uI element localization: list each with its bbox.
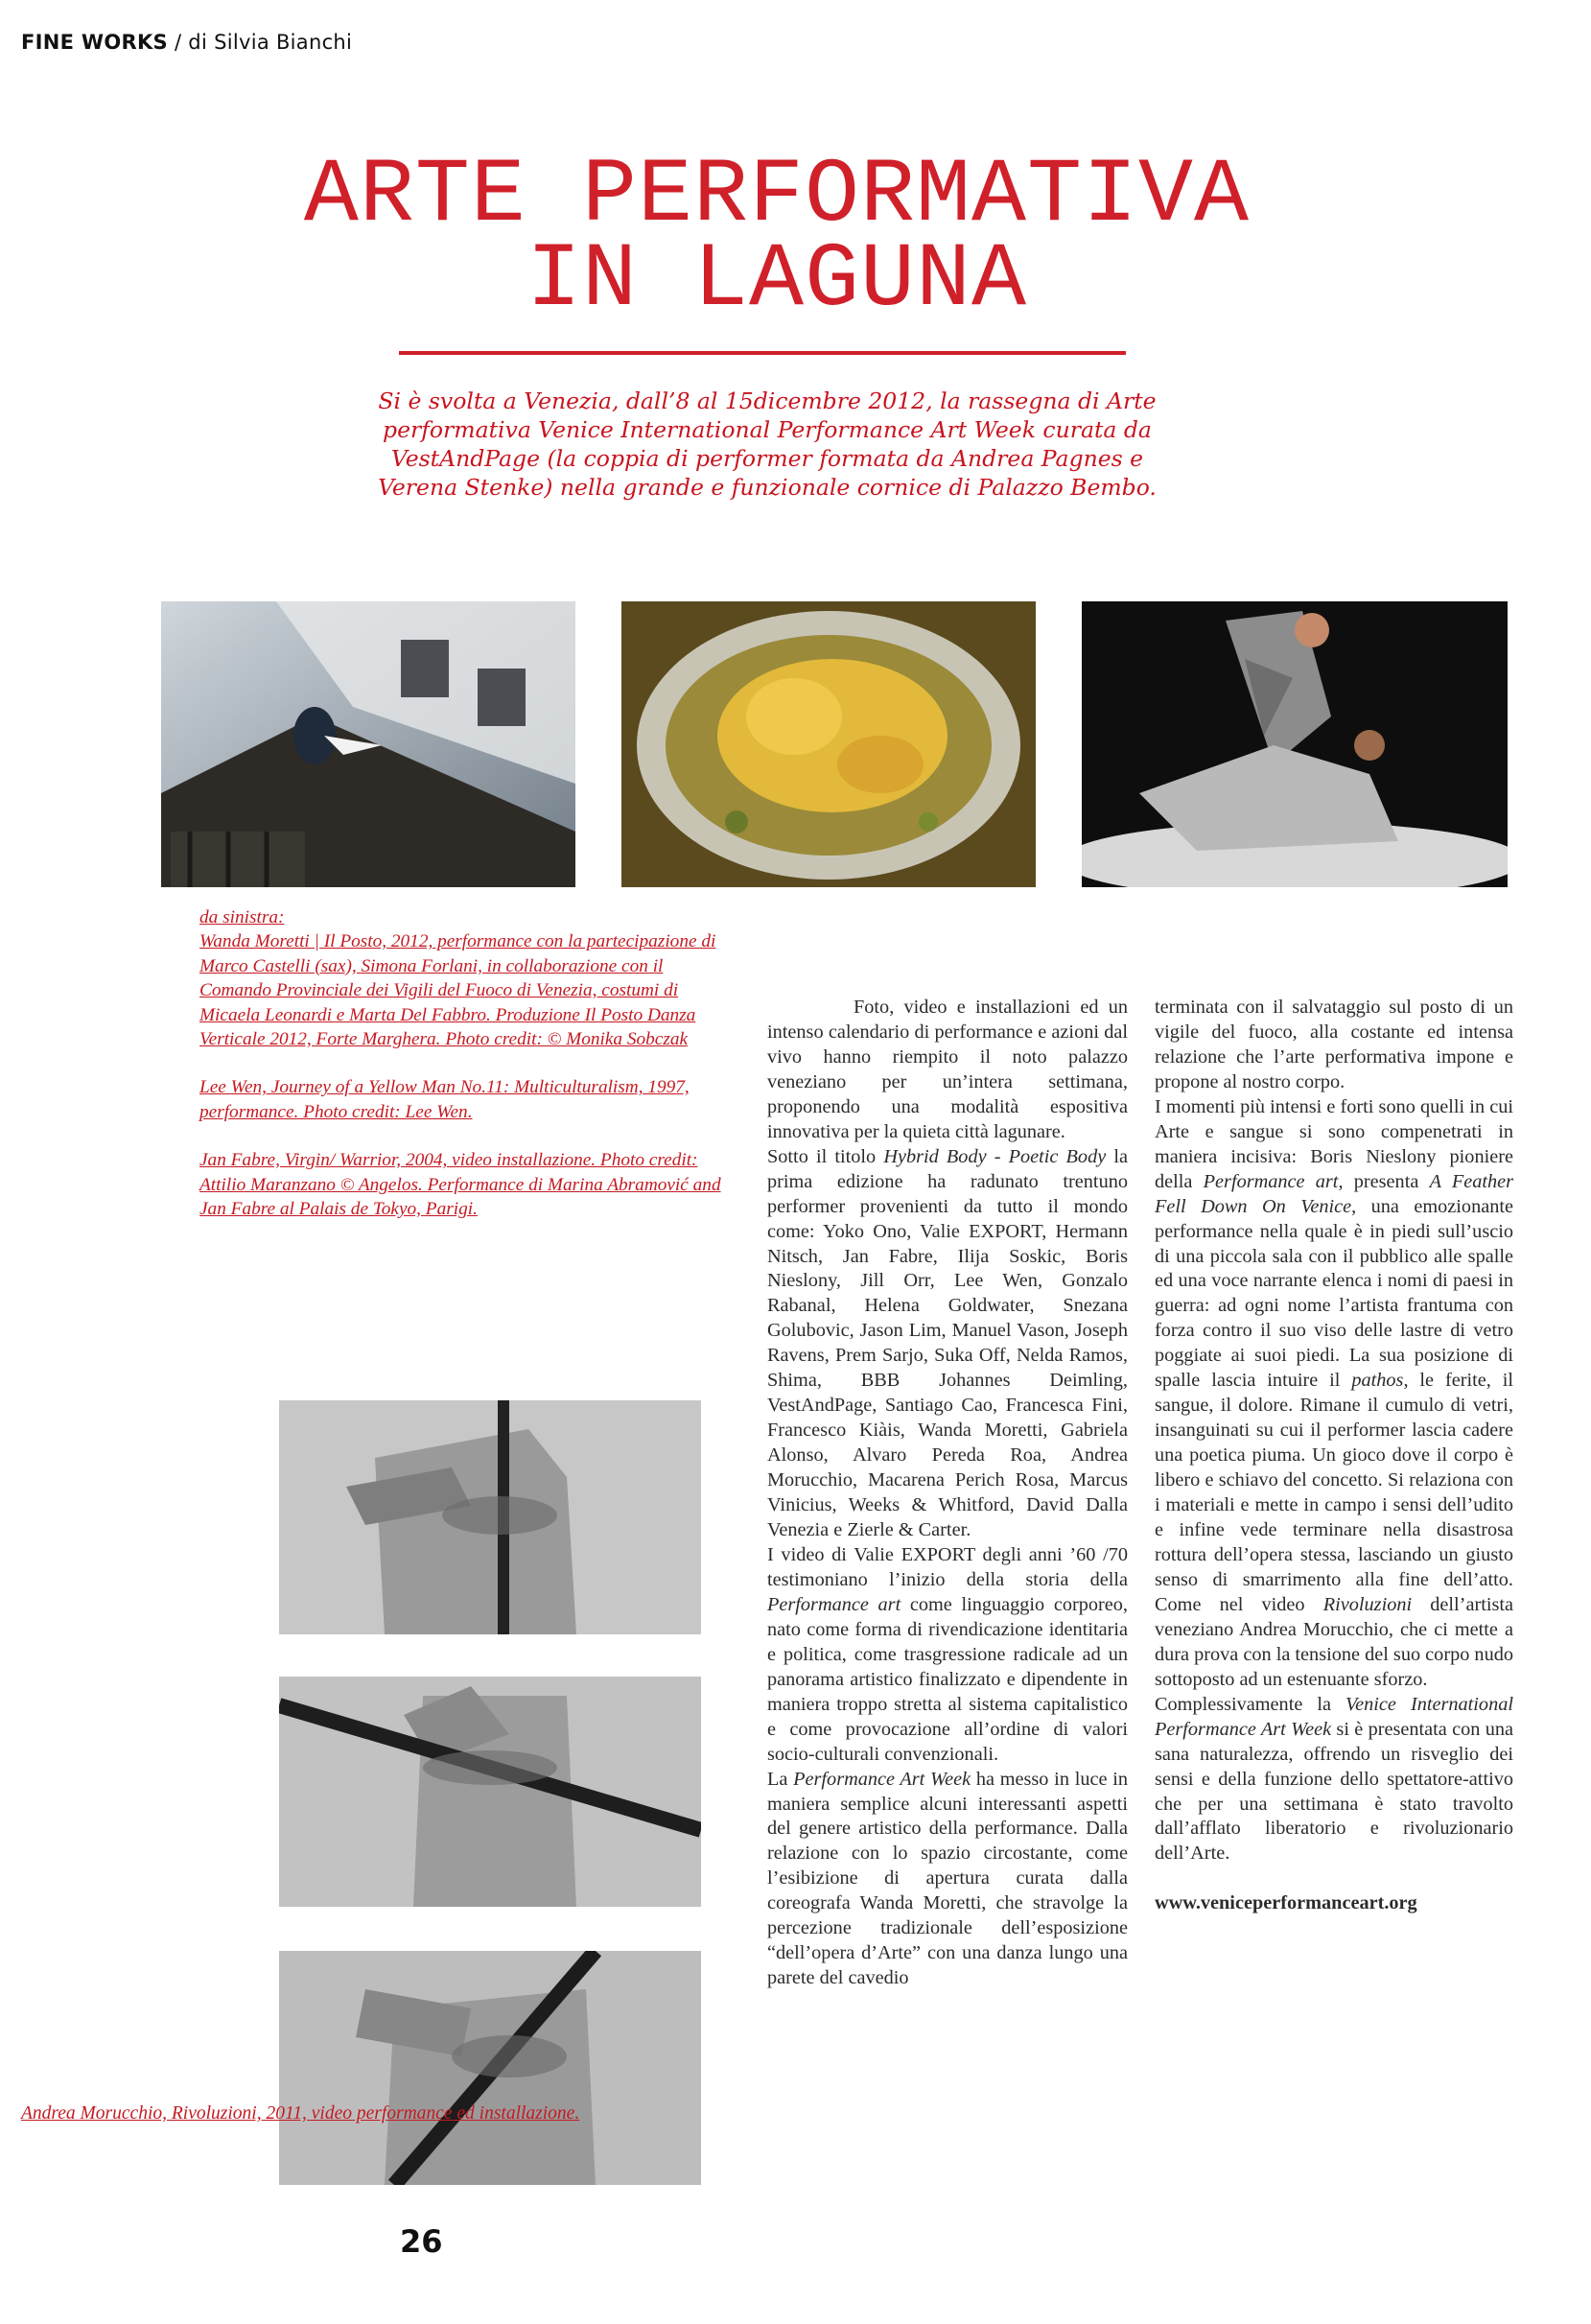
website-link[interactable]: www.veniceperformanceart.org xyxy=(1155,1892,1417,1914)
title-line-2: IN LAGUNA xyxy=(526,228,1028,332)
caption-rivoluzioni: Andrea Morucchio, Rivoluzioni, 2011, video performance ed installazione. xyxy=(21,2103,580,2124)
photo-rivoluzioni-1 xyxy=(279,1400,701,1634)
caption-item: Wanda Moretti | Il Posto, 2012, performance con la partecipazione di Marco Castelli (sax), Simona Forlani, in collaborazione con il Comando Provinciale dei Vigili del Fuoco di Venezia, costumi di Micaela Leonardi e Marta Del Fabbro. Produzione Il Posto Danza Verticale 2012, Forte Marghera. Photo credit: © Monika Sobczak xyxy=(199,931,716,1050)
body-paragraph: La Performance Art Week ha messo in luce in maniera semplice alcuni interessanti aspetti del genere artistico della performance. Dalla relazione con lo spazio circostante, come l’esibizione di apertura curata dalla coreografa Wanda Moretti, che stravolge la percezione tradizionale dell’esposizione “dell’opera d’Arte” con una danza lungo una parete del cavedio xyxy=(767,1768,1128,1989)
body-paragraph: Complessivamente la Venice International Performance Art Week si è presentata con una sana naturalezza, offrendo un risveglio dei sensi e della funzione dello spettatore-attivo che per una settimana è stato travolto dall’afflato liberatorio e rivoluzionario dell’Arte. xyxy=(1155,1693,1513,1865)
lead-paragraph: Si è svolta a Venezia, dall’8 al 15dicembre 2012, la rassegna di Arte performativa Venice International Performance Art Week curata da VestAndPage (la coppia di performer formata da Andrea Pagnes e Verena Stenke) nella grande e funzionale cornice di Palazzo Bembo. xyxy=(378,387,1157,501)
photo-wanda-moretti-il-posto xyxy=(161,601,575,887)
body-column-1 xyxy=(767,996,1128,1991)
caption-item: Jan Fabre, Virgin/ Warrior, 2004, video installazione. Photo credit: Attilio Maranzano © Angelos. Performance di Marina Abramović and Jan Fabre al Palais de Tokyo, Parigi. xyxy=(199,1150,721,1220)
running-header xyxy=(21,31,352,54)
photo-captions xyxy=(199,905,733,1245)
article-title xyxy=(240,144,1314,332)
body-paragraph: Foto, video e installazioni ed un intenso calendario di performance e azioni dal vivo hanno riempito il noto palazzo veneziano per un’intera settimana, proponendo una modalità espositiva innovativa per la quieta città lagunare. xyxy=(767,997,1128,1142)
section-name: FINE WORKS xyxy=(21,31,168,54)
header-separator: / di xyxy=(167,31,215,54)
body-paragraph: I momenti più intensi e forti sono quelli in cui Arte e sangue si sono compenetrati in maniera incisiva: Boris Nieslony pioniere della Performance art, presenta A Feather Fell Down On Venice, una emozionante performance nella quale è in piedi sull’uscio di una piccola sala con il pubblico alle spalle ed una voce narrante elenca i nomi di paesi in guerra: ad ogni nome l’artista frantuma con forza contro il suo viso delle lastre di vetro poggiate ai suoi piedi. La sua posizione di spalle lascia intuire il pathos, le ferite, il sangue, il dolore. Rimane il cumulo di vetri, insanguinati su cui il performer lascia cadere una poetica piuma. Un gioco dove il corpo è libero e schiavo del concetto. Si relaziona con i materiali e mette in campo i sensi dell’udito e infine vede terminare nella disastrosa rottura dell’opera stessa, lasciando un giusto senso di smarrimento alla fine dell’atto. Come nel video Rivoluzioni dell’artista veneziano Andrea Morucchio, che ci mette a dura prova con la tensione del suo corpo nudo sottoposto ad un estenuante sforzo. xyxy=(1155,1095,1514,1690)
photo-rivoluzioni-3 xyxy=(279,1951,701,2185)
body-paragraph: Sotto il titolo Hybrid Body - Poetic Body la prima edizione ha radunato trentuno performer provenienti da tutto il mondo come: Yoko Ono, Valie EXPORT, Hermann Nitsch, Jan Fabre, Ilija Soskic, Boris Nieslony, Jill Orr, Lee Wen, Gonzalo Rabanal, Helena Goldwater, Snezana Golubovic, Jason Lim, Manuel Vason, Joseph Ravens, Prem Sarjo, Suka Off, Nelda Ramos, Shima, BBB Johannes Deimling, VestAndPage, Santiago Cao, Francesca Fini, Francesco Kiàis, Wanda Moretti, Gabriela Alonso, Alvaro Pereda Roa, Andrea Morucchio, Macarena Perich Rosa, Marcus Vinicius, Weeks & Whitford, David Dalla Venezia e Zierle & Carter. xyxy=(767,1145,1128,1541)
page-number: 26 xyxy=(400,2223,443,2260)
photo-lee-wen-yellow-man xyxy=(621,601,1036,887)
caption-intro: da sinistra: xyxy=(199,907,285,927)
author-name: Silvia Bianchi xyxy=(214,31,353,54)
title-divider xyxy=(399,351,1126,355)
body-column-2 xyxy=(1155,996,1513,1916)
title-line-1: ARTE PERFORMATIVA xyxy=(303,144,1251,247)
caption-item: Lee Wen, Journey of a Yellow Man No.11: Multiculturalism, 1997, performance. Photo credit: Lee Wen. xyxy=(199,1077,690,1122)
photo-rivoluzioni-2 xyxy=(279,1677,701,1907)
body-paragraph: terminata con il salvataggio sul posto di un vigile del fuoco, alla costante ed intensa relazione che l’arte performativa impone e propone al nostro corpo. xyxy=(1155,997,1513,1092)
photo-jan-fabre-virgin-warrior xyxy=(1082,601,1508,887)
body-paragraph: I video di Valie EXPORT degli anni ’60 /70 testimoniano l’inizio della storia della Performance art come linguaggio corporeo, nato come forma di rivendicazione identitaria e politica, come trasgressione radicale ad un panorama artistico finalizzato e dipendente in maniera troppo stretta al sistema capitalistico e come provocazione all’ordine di valori socio-culturali convenzionali. xyxy=(767,1543,1129,1765)
